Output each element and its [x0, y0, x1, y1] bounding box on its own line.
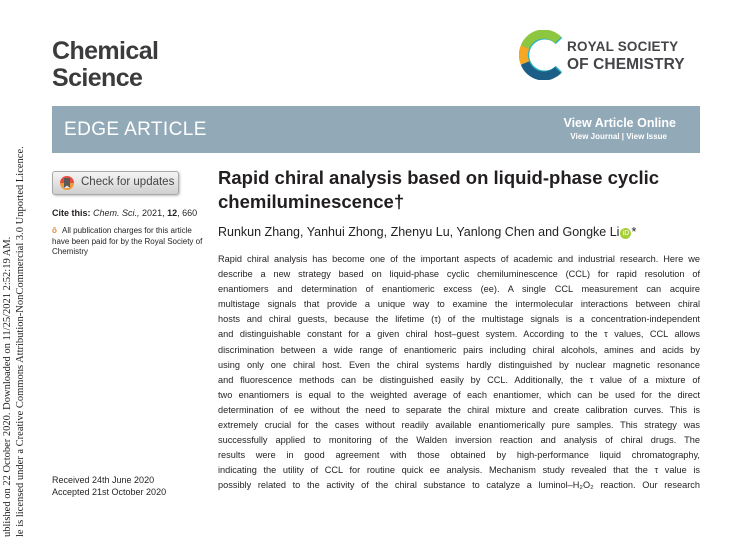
publisher-name-line-1: ROYAL SOCIETY [567, 39, 679, 54]
check-for-updates-button[interactable] [52, 171, 179, 195]
abstract-line: determination of ee without the need to separate the chiral mixture and create calibration curves. This is [218, 404, 700, 415]
abstract-line: possibly related to the activity of the chiral substance to catalyze a luminol–H₂O₂ reaction. Our research [218, 480, 700, 491]
abstract-line: indicating the utility of CCL for routine quick ee analysis. Mechanism study revealed that the τ value is [218, 465, 700, 476]
author-list [218, 225, 636, 239]
side-note-line-1: ublished on 22 October 2020. Downloaded on 11/25/2021 2:52:19 AM. [2, 236, 13, 537]
abstract-line: hosts and chiral guests, because the lifetime (τ) of the multistage signals is a concentration-independent [218, 314, 700, 325]
journal-name[interactable] [52, 38, 158, 92]
author-names: Runkun Zhang, Yanhui Zhong, Zhenyu Lu, Yanlong Chen and Gongke Li [218, 225, 620, 239]
view-article-online-link[interactable]: View Article Online [563, 116, 676, 130]
orcid-icon[interactable]: iD [620, 228, 631, 239]
abstract-line: enantiomers and determination of enantiomeric excess (ee). A single CCL measurement can acquire [218, 284, 700, 295]
accepted-date: Accepted 21st October 2020 [52, 487, 167, 497]
check-for-updates-label: Check for updates [81, 176, 175, 188]
corresponding-author-star: * [631, 225, 637, 239]
abstract-line: successfully applied to monitoring of the Walden inversion reaction and analysis of chiral drugs. The [218, 435, 700, 446]
abstract-line: and distinguishable constant for a given chiral host–guest system. According to the τ values, CCL allows [218, 329, 700, 340]
abstract-line: extremely crucial for the cases without readily available enantiomerically pure samples. This strategy was [218, 420, 700, 431]
publication-charges-note: ô All publication charges for this article have been paid for by the Royal Society of Chemistry [52, 226, 203, 256]
abstract-line: multistage signals that provide a unique way to examine the intermolecular interactions between chiral [218, 299, 700, 310]
open-access-icon: ô [52, 226, 57, 235]
view-issue-link[interactable]: View Issue [626, 132, 667, 141]
rsc-logo-icon [519, 30, 565, 80]
journal-name-line-1: Chemical [52, 37, 159, 65]
abstract-line: and fluorescence methods can be distinguished easily by CCL. Additionally, the τ value of a mixture of [218, 374, 700, 385]
article-banner [52, 106, 700, 153]
abstract-line: two enantiomers is equal to the weighted average of each enantiomer, which can be used for the direct [218, 389, 700, 400]
journal-name-line-2: Science [52, 64, 143, 92]
side-note-line-2: le is licensed under a Creative Commons Attribution-NonCommercial 3.0 Unported Licence. [15, 146, 26, 537]
article-type: EDGE ARTICLE [64, 119, 207, 140]
article-title: Rapid chiral analysis based on liquid-phase cyclic chemiluminescence† [218, 167, 660, 212]
citation: Cite this: Chem. Sci., 2021, 12, 660 [52, 208, 198, 218]
view-links [570, 132, 667, 141]
received-date: Received 24th June 2020 [52, 475, 155, 485]
abstract-line: describe a new strategy based on liquid-phase cyclic chemiluminescence (CCL) for rapid resolution of [218, 269, 700, 280]
abstract-line: discrimination between a wide range of enantiomeric pairs including chiral alcohols, amines and acids by [218, 344, 700, 355]
abstract-line: using only one chiral host. Even the chiral systems hardly distinguished by nuclear magnetic resonance [218, 359, 700, 370]
abstract-line: Rapid chiral analysis has become one of the important aspects of academic and industrial research. Here we [218, 254, 700, 264]
abstract-line: results were in good agreement with those obtained by high-performance liquid chromatography, [218, 450, 700, 461]
link-separator: | [619, 132, 627, 141]
crossmark-icon [58, 175, 76, 191]
license-side-note [1, 57, 26, 537]
rsc-logo[interactable] [519, 30, 704, 82]
publisher-name-line-2: OF CHEMISTRY [567, 56, 685, 73]
abstract [218, 252, 700, 494]
view-journal-link[interactable]: View Journal [570, 132, 620, 141]
received-dates [52, 474, 166, 498]
